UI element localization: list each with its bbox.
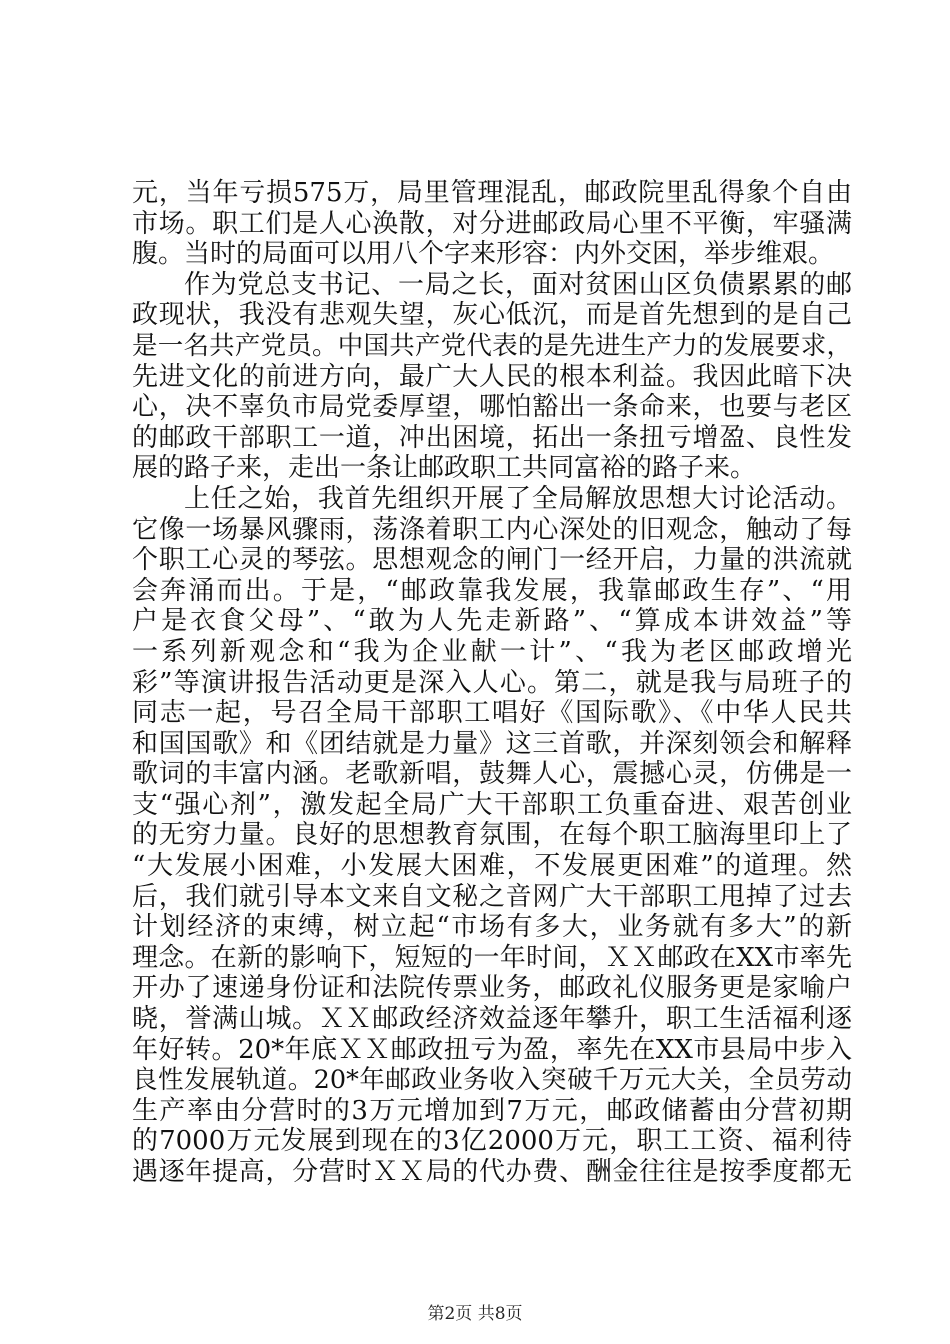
text-line: 一系列新观念和“我为企业献一计”、“我为老区邮政增光	[132, 636, 852, 667]
text-line: 会奔涌而出。于是，“邮政靠我发展，我靠邮政生存”、“用	[132, 575, 852, 606]
text-line: 作为党总支书记、一局之长，面对贫困山区负债累累的邮	[184, 269, 852, 300]
text-line: 市场。职工们是人心涣散，对分进邮政局心里不平衡，牢骚满	[132, 208, 852, 239]
text-line: 同志一起，号召全局干部职工唱好《国际歌》、《中华人民共	[132, 698, 852, 729]
body-text	[132, 178, 852, 1188]
text-line: 计划经济的束缚，树立起“市场有多大，业务就有多大”的新	[132, 912, 852, 943]
text-line: 上任之始，我首先组织开展了全局解放思想大讨论活动。	[184, 483, 852, 514]
text-line: “大发展小困难，小发展大困难，不发展更困难”的道理。然	[132, 851, 852, 882]
text-line: 户是衣食父母”、“敢为人先走新路”、“算成本讲效益”等	[132, 606, 852, 637]
text-line: 是一名共产党员。中国共产党代表的是先进生产力的发展要求，	[132, 330, 852, 361]
text-line: 的无穷力量。良好的思想教育氛围，在每个职工脑海里印上了	[132, 820, 852, 851]
text-line: 生产率由分营时的3万元增加到7万元，邮政储蓄由分营初期	[132, 1095, 852, 1126]
text-line: 政现状，我没有悲观失望，灰心低沉，而是首先想到的是自己	[132, 300, 852, 331]
text-line: 遇逐年提高，分营时ＸＸ局的代办费、酬金往往是按季度都无	[132, 1157, 852, 1187]
text-line: 的邮政干部职工一道，冲出困境，拓出一条扭亏增盈、良性发	[132, 422, 852, 453]
text-line: 先进文化的前进方向，最广大人民的根本利益。我因此暗下决	[132, 361, 852, 392]
text-line: 展的路子来，走出一条让邮政职工共同富裕的路子来。	[132, 453, 757, 484]
text-line: 理念。在新的影响下，短短的一年时间，ＸＸ邮政在XX市率先	[132, 942, 852, 973]
text-line: 后，我们就引导本文来自文秘之音网广大干部职工甩掉了过去	[132, 881, 852, 912]
text-line: 个职工心灵的琴弦。思想观念的闸门一经开启，力量的洪流就	[132, 545, 852, 576]
text-line: 和国国歌》和《团结就是力量》这三首歌，并深刻领会和解释	[132, 728, 852, 759]
text-line: 良性发展轨道。20*年邮政业务收入突破千万元大关，全员劳动	[132, 1065, 852, 1096]
text-line: 它像一场暴风骤雨，荡涤着职工内心深处的旧观念，触动了每	[132, 514, 852, 545]
text-line: 的7000万元发展到现在的3亿2000万元，职工工资、福利待	[132, 1126, 852, 1157]
text-line: 支“强心剂”，激发起全局广大干部职工负重奋进、艰苦创业	[132, 789, 852, 820]
text-line: 歌词的丰富内涵。老歌新唱，鼓舞人心，震撼心灵，仿佛是一	[132, 759, 852, 790]
text-line: 元，当年亏损575万，局里管理混乱，邮政院里乱得象个自由	[132, 178, 852, 208]
page-footer: 第2页 共8页	[427, 1304, 523, 1324]
text-line: 年好转。20*年底ＸＸ邮政扭亏为盈，率先在XX市县局中步入	[132, 1034, 852, 1065]
text-line: 心，决不辜负市局党委厚望，哪怕豁出一条命来，也要与老区	[132, 392, 852, 423]
text-line: 开办了速递身份证和法院传票业务，邮政礼仪服务更是家喻户	[132, 973, 852, 1004]
text-line: 彩”等演讲报告活动更是深入人心。第二，就是我与局班子的	[132, 667, 852, 698]
text-line: 晓，誉满山城。ＸＸ邮政经济效益逐年攀升，职工生活福利逐	[132, 1004, 852, 1035]
text-line: 腹。当时的局面可以用八个字来形容：内外交困，举步维艰。	[132, 239, 835, 270]
